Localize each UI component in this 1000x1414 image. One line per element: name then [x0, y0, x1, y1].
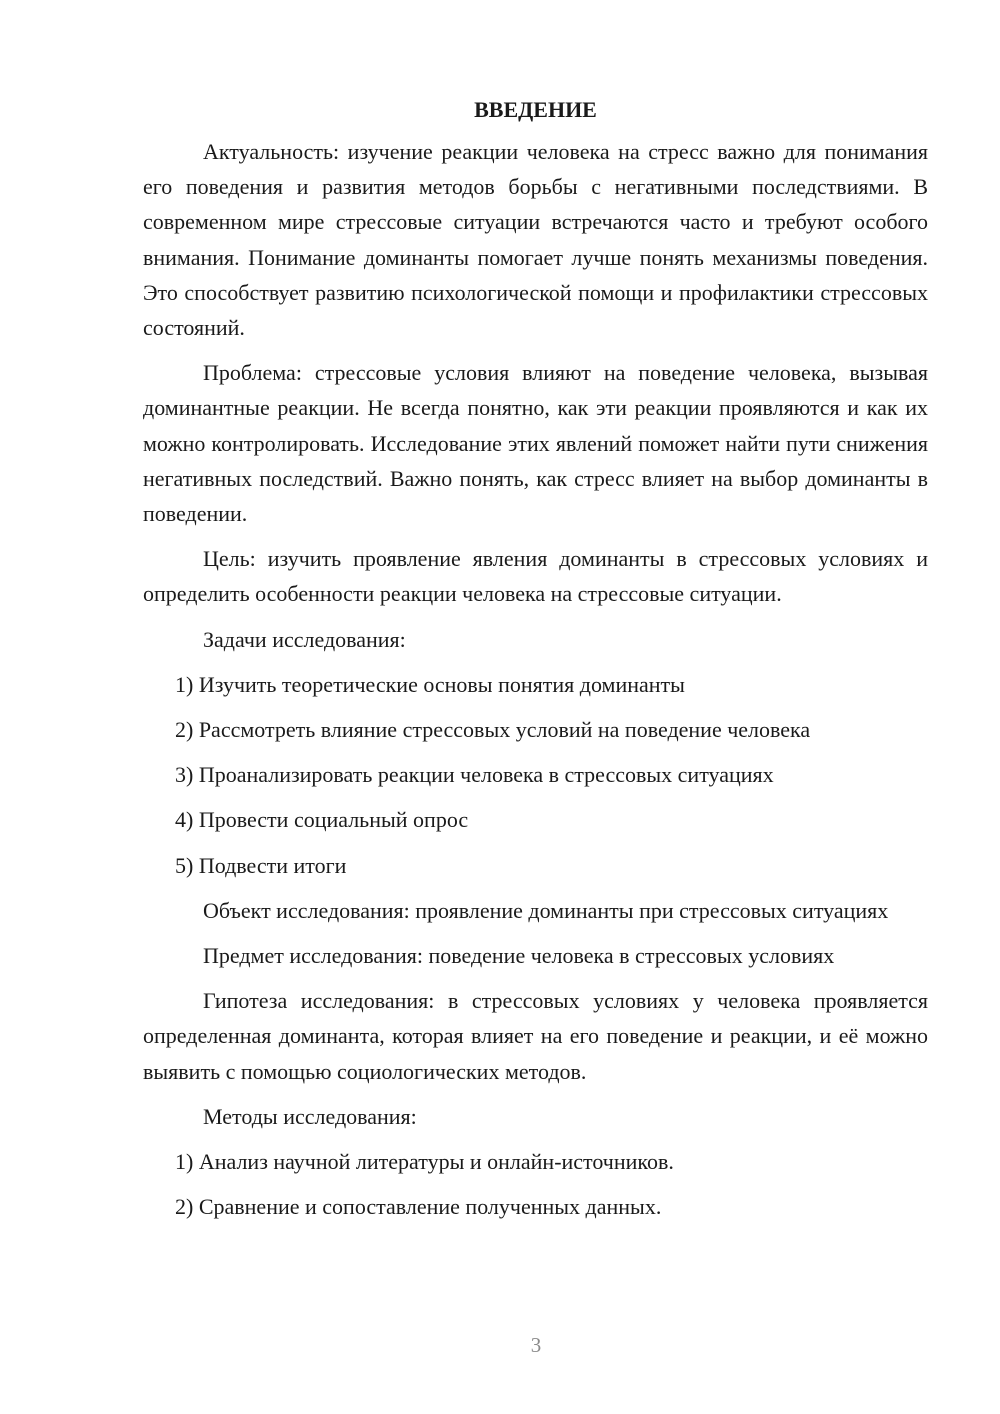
problem-paragraph: Проблема: стрессовые условия влияют на поведение человека, вызывая доминантные реакции. Не всегда понятно, как эти реакции проявляются и как их можно контролировать. Исследование этих явлений поможет найти пути снижения негативных последствий. Важно понять, как стресс влияет на выбор доминанты в поведении.	[143, 360, 928, 527]
object-paragraph: Объект исследования: проявление доминанты при стрессовых ситуациях	[203, 897, 889, 923]
task-item: 5) Подвести итоги	[175, 852, 347, 878]
document-page	[143, 92, 928, 1224]
section-title: ВВЕДЕНИЕ	[474, 97, 597, 122]
task-item: 3) Проанализировать реакции человека в стрессовых ситуациях	[175, 762, 774, 788]
subject-paragraph: Предмет исследования: поведение человека в стрессовых условиях	[203, 943, 835, 969]
task-item: 1) Изучить теоретические основы понятия доминанты	[175, 671, 685, 697]
page-number: 3	[530, 1333, 542, 1357]
task-item: 4) Провести социальный опрос	[175, 807, 469, 833]
method-item: 2) Сравнение и сопоставление полученных данных.	[175, 1194, 662, 1220]
task-item: 2) Рассмотреть влияние стрессовых условий на поведение человека	[175, 717, 811, 743]
relevance-paragraph: Актуальность: изучение реакции человека на стресс важно для понимания его поведения и развития методов борьбы с негативными последствиями. В современном мире стрессовые ситуации встречаются часто и требуют особого внимания. Понимание доминанты помогает лучше понять механизмы поведения. Это способствует развитию психологической помощи и профилактики стрессовых состояний.	[143, 139, 928, 341]
tasks-heading: Задачи исследования:	[203, 626, 406, 652]
method-item: 1) Анализ научной литературы и онлайн-источников.	[175, 1149, 674, 1175]
methods-heading: Методы исследования:	[203, 1103, 417, 1129]
hypothesis-paragraph: Гипотеза исследования: в стрессовых условиях у человека проявляется определенная доминанта, которая влияет на его поведение и реакции, и её можно выявить с помощью социологических методов.	[143, 988, 928, 1084]
goal-paragraph: Цель: изучить проявление явления доминанты в стрессовых условиях и определить особенности реакции человека на стрессовые ситуации.	[143, 546, 928, 607]
